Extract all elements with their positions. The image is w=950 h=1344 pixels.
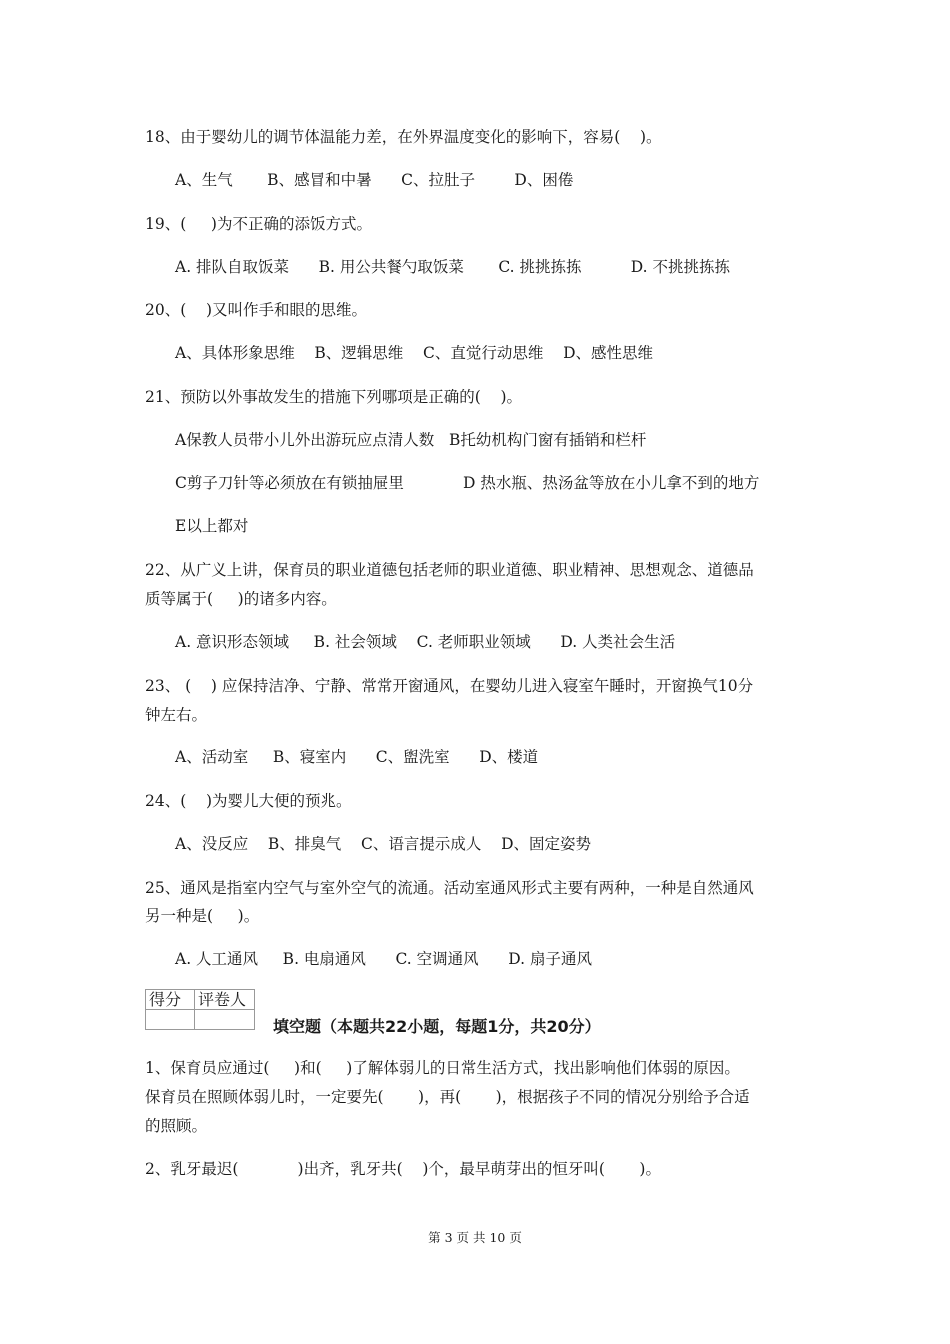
question-20-stem: 20、( )又叫作手和眼的思维。: [145, 301, 368, 319]
question-21-option-line-1: A保教人员带小儿外出游玩应点清人数 B托幼机构门窗有插销和栏杆: [175, 431, 647, 449]
grader-label: 评卷人: [195, 990, 255, 1010]
question-24-options: A、没反应 B、排臭气 C、语言提示成人 D、固定姿势: [175, 835, 591, 853]
page-number: 第 3 页 共 10 页: [428, 1230, 522, 1245]
score-box: [145, 989, 255, 1030]
question-25-options: A. 人工通风 B. 电扇通风 C. 空调通风 D. 扇子通风: [175, 950, 592, 968]
question-23-stem-line-1: 23、 ( ) 应保持洁净、宁静、常常开窗通风，在婴幼儿进入寝室午睡时，开窗换气10分: [145, 677, 754, 695]
grader-cell: [195, 1010, 255, 1030]
score-label: 得分: [146, 990, 195, 1010]
question-23-stem-line-2: 钟左右。: [145, 706, 208, 724]
question-21-option-line-2: C剪子刀针等必须放在有锁抽屉里 D 热水瓶、热汤盆等放在小儿拿不到的地方: [175, 474, 760, 492]
question-22-stem-line-1: 22、从广义上讲，保育员的职业道德包括老师的职业道德、职业精神、思想观念、道德品: [145, 561, 754, 579]
question-25-stem-line-1: 25、通风是指室内空气与室外空气的流通。活动室通风形式主要有两种，一种是自然通风: [145, 879, 754, 897]
section-title: 填空题（本题共22小题，每题1分，共20分）: [273, 1017, 601, 1036]
question-19-stem: 19、( )为不正确的添饭方式。: [145, 215, 372, 233]
fill-question-1-line-2: 保育员在照顾体弱儿时，一定要先( )，再( )，根据孩子不同的情况分别给予合适: [145, 1088, 750, 1106]
fill-question-1-line-1: 1、保育员应通过( )和( )了解体弱儿的日常生活方式，找出影响他们体弱的原因。: [145, 1059, 740, 1077]
score-cell: [146, 1010, 195, 1030]
fill-question-2-line-1: 2、乳牙最迟( )出齐，乳牙共( )个，最早萌芽出的恒牙叫( )。: [145, 1160, 661, 1178]
fill-question-1-line-3: 的照顾。: [145, 1117, 208, 1135]
question-24-stem: 24、( )为婴儿大便的预兆。: [145, 792, 352, 810]
question-18-options: A、生气 B、感冒和中暑 C、拉肚子 D、困倦: [175, 171, 574, 189]
question-22-options: A. 意识形态领域 B. 社会领域 C. 老师职业领域 D. 人类社会生活: [175, 633, 676, 651]
question-22-stem-line-2: 质等属于( )的诸多内容。: [145, 590, 337, 608]
question-25-stem-line-2: 另一种是( )。: [145, 907, 260, 925]
question-19-options: A. 排队自取饭菜 B. 用公共餐勺取饭菜 C. 挑挑拣拣 D. 不挑挑拣拣: [175, 258, 731, 276]
question-18-stem: 18、由于婴幼儿的调节体温能力差，在外界温度变化的影响下，容易( )。: [145, 128, 662, 146]
question-23-options: A、活动室 B、寝室内 C、盥洗室 D、楼道: [175, 748, 539, 766]
question-21-stem: 21、预防以外事故发生的措施下列哪项是正确的( )。: [145, 388, 523, 406]
question-21-option-line-3: E以上都对: [175, 517, 249, 535]
question-20-options: A、具体形象思维 B、逻辑思维 C、直觉行动思维 D、感性思维: [175, 344, 653, 362]
